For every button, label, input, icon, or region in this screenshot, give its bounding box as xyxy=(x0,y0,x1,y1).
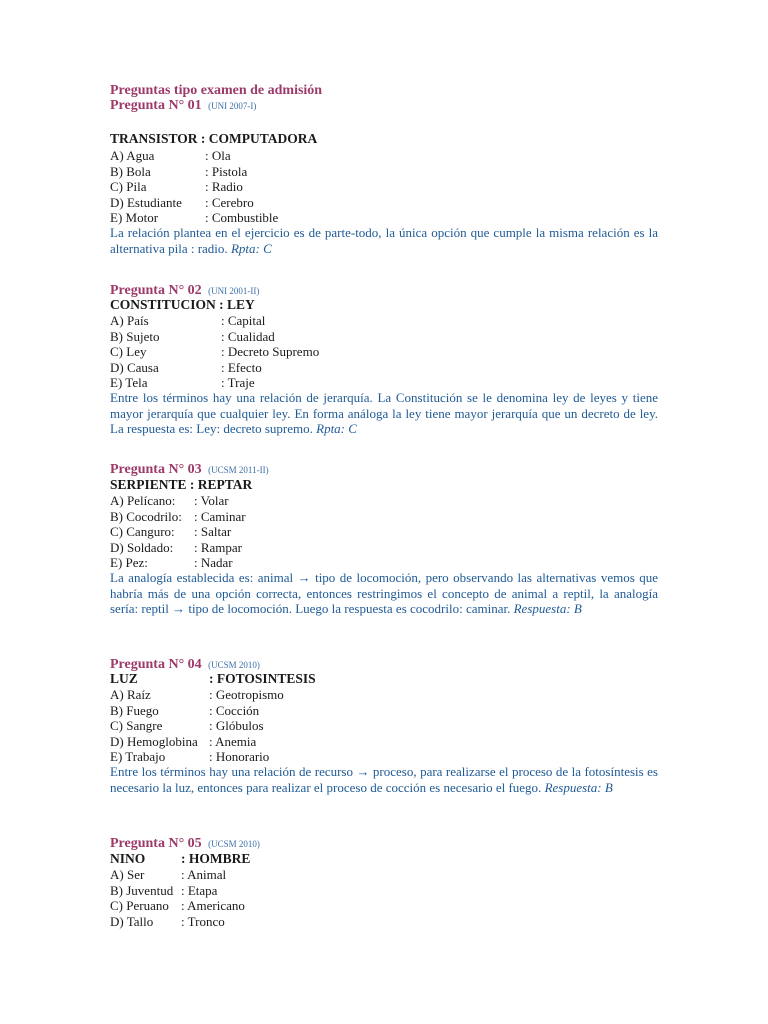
answer-label: Respuesta: B xyxy=(513,601,582,617)
question-1-number: Pregunta N° 01 xyxy=(110,98,202,113)
option-term: C) Pila xyxy=(110,179,147,195)
question-4-source: (UCSM 2010) xyxy=(208,660,260,670)
option-row xyxy=(110,164,278,180)
question-1-explanation xyxy=(110,225,658,256)
option-row xyxy=(110,375,319,391)
question-3-explanation xyxy=(110,570,658,617)
option-pair: : Nadar xyxy=(194,555,233,571)
option-term: E) Pez: xyxy=(110,555,148,571)
option-pair: : Cualidad xyxy=(221,328,275,344)
question-5-number: Pregunta N° 05 xyxy=(110,836,202,851)
option-pair: : Etapa xyxy=(181,882,218,898)
option-term: D) Hemoglobina xyxy=(110,733,198,749)
question-5-pair xyxy=(110,851,250,867)
option-row xyxy=(110,898,245,914)
option-term: C) Ley xyxy=(110,344,147,360)
question-5-pair-left: NINO xyxy=(110,851,146,866)
option-term: A) Raíz xyxy=(110,687,151,702)
option-pair: : Americano xyxy=(181,898,245,914)
option-row xyxy=(110,883,245,899)
question-2-pair-left: CONSTITUCION xyxy=(110,297,216,312)
question-5-source: (UCSM 2010) xyxy=(208,839,260,849)
option-term: B) Cocodrilo: xyxy=(110,508,182,524)
option-row xyxy=(110,493,246,509)
option-row xyxy=(110,148,278,164)
question-1-source: (UNI 2007-I) xyxy=(208,101,257,111)
option-row xyxy=(110,210,278,226)
option-pair: : Traje xyxy=(221,375,255,391)
option-row xyxy=(110,749,284,765)
question-5-options xyxy=(110,867,245,929)
option-row xyxy=(110,687,284,703)
option-term: B) Fuego xyxy=(110,702,159,718)
option-term: D) Soldado: xyxy=(110,539,174,555)
question-4-options xyxy=(110,687,284,765)
option-pair: : Caminar xyxy=(194,508,246,524)
option-row xyxy=(110,540,246,556)
option-pair: : Radio xyxy=(205,179,243,195)
option-pair: : Glóbulos xyxy=(209,718,264,734)
question-3-source: (UCSM 2011-II) xyxy=(208,465,269,475)
option-term: D) Estudiante xyxy=(110,194,182,210)
question-4-pair-right: : FOTOSINTESIS xyxy=(209,671,316,686)
question-3-options xyxy=(110,493,246,571)
option-term: B) Juventud xyxy=(110,882,174,898)
option-term: C) Peruano xyxy=(110,898,169,914)
option-pair: : Efecto xyxy=(221,359,262,375)
question-3-pair-right: : REPTAR xyxy=(189,477,253,492)
option-row xyxy=(110,360,319,376)
question-5-heading xyxy=(110,836,260,852)
question-1-pair xyxy=(110,131,317,147)
option-term: E) Tela xyxy=(110,375,148,391)
option-pair: : Ola xyxy=(205,148,231,163)
explanation-text: La relación plantea en el ejercicio es de parte-todo, la única opción que cumple la misma relación es la alternativa pila : radio. xyxy=(110,225,658,256)
document-title: Preguntas tipo examen de admisión xyxy=(110,83,323,98)
option-term: A) Ser xyxy=(110,867,145,882)
option-term: E) Trabajo xyxy=(110,749,166,765)
option-term: B) Sujeto xyxy=(110,328,160,344)
question-2-source: (UNI 2001-II) xyxy=(208,286,260,296)
option-row xyxy=(110,179,278,195)
option-row xyxy=(110,313,319,329)
answer-label: Rpta: C xyxy=(230,240,272,256)
option-row xyxy=(110,509,246,525)
option-pair: : Tronco xyxy=(181,913,225,929)
option-term: A) Pelícano: xyxy=(110,493,176,508)
option-pair: : Animal xyxy=(181,867,227,882)
question-1-pair-left: TRANSISTOR xyxy=(110,131,198,146)
option-row xyxy=(110,914,245,930)
question-3-pair-left: SERPIENTE xyxy=(110,477,187,492)
option-row xyxy=(110,718,284,734)
answer-label: Respuesta: B xyxy=(544,779,613,795)
option-pair: : Rampar xyxy=(194,539,243,555)
option-row xyxy=(110,555,246,571)
question-1-options xyxy=(110,148,278,226)
question-2-number: Pregunta N° 02 xyxy=(110,283,202,298)
option-row xyxy=(110,329,319,345)
option-term: E) Motor xyxy=(110,210,159,226)
question-4-pair xyxy=(110,671,316,687)
option-row xyxy=(110,195,278,211)
question-2-pair-right: : LEY xyxy=(219,297,255,312)
question-3-number: Pregunta N° 03 xyxy=(110,462,202,477)
option-term: D) Causa xyxy=(110,359,159,375)
explanation-text: Entre los términos hay una relación de recurso → proceso, para realizarse el proceso de la fotosíntesis es necesario la luz, entonces para realizar el proceso de cocción es necesario el fuego. xyxy=(110,764,658,795)
question-2-explanation xyxy=(110,390,658,437)
question-1-pair-right: : COMPUTADORA xyxy=(200,131,318,146)
explanation-text: Entre los términos hay una relación de jerarquía. La Constitución se le denomina ley de leyes y tiene mayor jerarquía que cualquier ley. En forma análoga la ley tiene mayor jerarquía que un decreto de ley. La respuesta es: Ley: decreto supremo. xyxy=(110,390,658,437)
explanation-text: La analogía establecida es: animal → tipo de locomoción, pero observando las alternativas vemos que habría más de una opción correcta, entonces restringimos el concepto de animal a reptil, la analogía sería: reptil → tipo de locomoción. Luego la respuesta es cocodrilo: caminar. xyxy=(110,570,658,617)
question-1-heading xyxy=(110,98,256,114)
option-term: A) Agua xyxy=(110,148,155,163)
question-2-pair xyxy=(110,297,255,313)
option-term: A) País xyxy=(110,313,149,328)
option-pair: : Capital xyxy=(221,313,266,328)
option-pair: : Geotropismo xyxy=(209,687,284,702)
question-4-number: Pregunta N° 04 xyxy=(110,657,202,672)
option-term: C) Canguro: xyxy=(110,524,175,540)
option-row xyxy=(110,524,246,540)
option-pair: : Combustible xyxy=(205,210,279,226)
option-row xyxy=(110,703,284,719)
question-3-heading xyxy=(110,462,269,478)
question-2-options xyxy=(110,313,319,391)
question-4-pair-left: LUZ xyxy=(110,671,138,686)
option-pair: : Anemia xyxy=(209,733,257,749)
option-pair: : Honorario xyxy=(209,749,270,765)
option-pair: : Saltar xyxy=(194,524,232,540)
option-pair: : Cerebro xyxy=(205,194,254,210)
option-term: D) Tallo xyxy=(110,913,154,929)
question-3-pair xyxy=(110,477,252,493)
option-pair: : Pistola xyxy=(205,163,248,179)
option-row xyxy=(110,867,245,883)
option-pair: : Volar xyxy=(194,493,229,508)
option-pair: : Decreto Supremo xyxy=(221,344,320,360)
question-4-explanation xyxy=(110,764,658,795)
answer-label: Rpta: C xyxy=(316,421,357,437)
option-row xyxy=(110,344,319,360)
option-term: B) Bola xyxy=(110,163,151,179)
option-pair: : Cocción xyxy=(209,702,260,718)
option-term: C) Sangre xyxy=(110,718,163,734)
option-row xyxy=(110,734,284,750)
question-5-pair-right: : HOMBRE xyxy=(181,851,251,866)
